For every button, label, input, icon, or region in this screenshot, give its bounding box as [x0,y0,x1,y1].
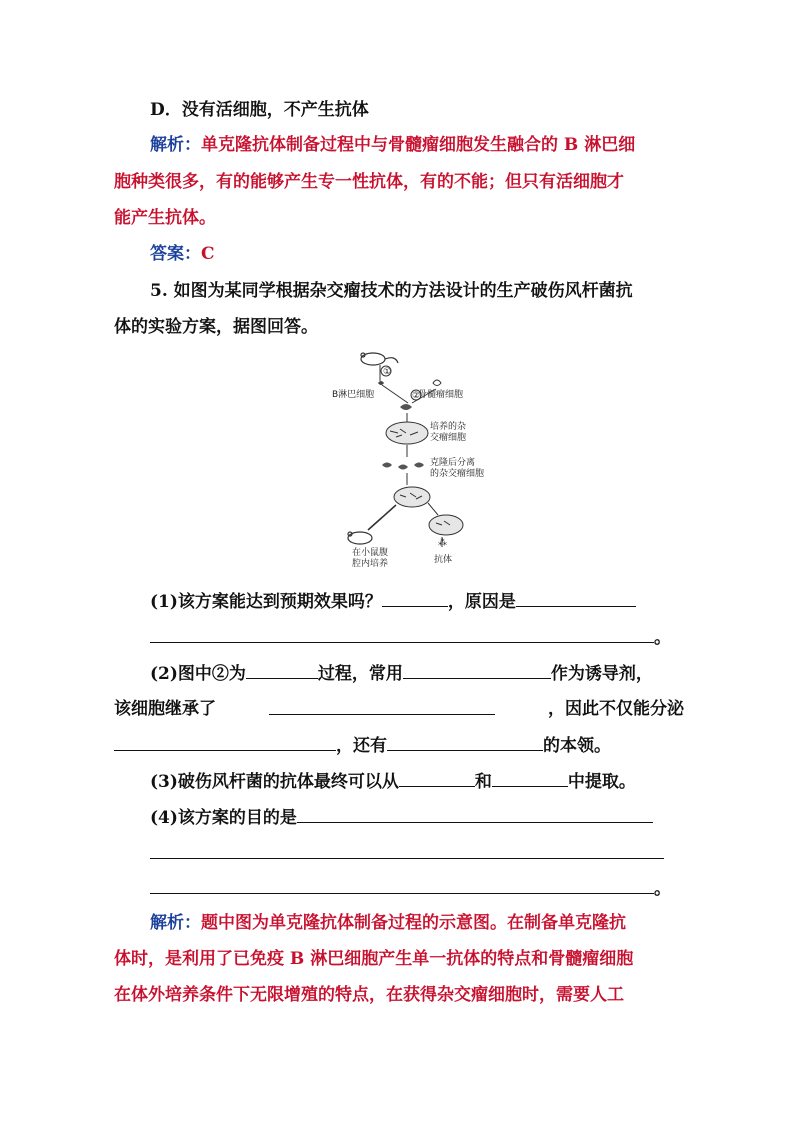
clone-label-2: 的杂交瘤细胞 [430,469,485,479]
sub1-text-a: (1)该方案能达到预期效果吗？ [150,592,382,612]
sub-question-4-line-3 [150,877,720,900]
answer-label: 答案： [150,244,201,264]
option-d: D．没有活细胞，不产生抗体 [150,100,369,120]
culture-dish-3 [429,515,463,535]
sub-question-3 [150,770,720,793]
sub-question-1-line-2 [150,626,720,649]
question-5-line-2: 体的实验方案，据图回答。 [114,317,318,337]
sub2-text-l3b: ，还有 [336,736,387,756]
sub-question-2-line-3 [114,734,684,757]
isolated-cells-icon [382,463,424,470]
b-cell-icon [378,381,384,385]
sub-question-4 [150,806,720,829]
fused-cell-icon [400,404,412,410]
analysis-2-label: 解析： [150,913,201,933]
analysis-2-line-2: 体时，是利用了已免疫 B 淋巴细胞产生单一抗体的特点和骨髓瘤细胞 [114,949,634,969]
question-5-line-1: 5. 如图为某同学根据杂交瘤技术的方法设计的生产破伤风杆菌抗 [150,281,633,301]
blank-10[interactable] [492,770,568,787]
culture-label-1: 培养的杂 [430,422,467,432]
analysis-line-3: 能产生抗体。 [114,208,216,228]
sub2-text-a: (2)图中②为 [150,664,246,684]
blank-13[interactable] [150,877,654,894]
antibody-icon: ⁂ [438,538,447,548]
blank-7[interactable] [114,734,336,751]
mouse-2-icon [348,532,372,544]
sub2-text-b: 过程，常用 [317,664,403,684]
hybridoma-diagram [330,345,530,575]
sub2-text-l3c: 的本领。 [543,736,611,756]
mouse-icon [361,353,398,365]
sub1-end: 。 [654,628,671,648]
blank-11[interactable] [297,806,653,823]
sub4-text-a: (4)该方案的目的是 [150,808,297,828]
sub3-text-c: 中提取。 [567,772,636,792]
analysis-label: 解析： [150,135,201,155]
sub1-text-b: ，原因是 [447,592,516,612]
culture-label-2: 交瘤细胞 [430,433,467,443]
blank-4[interactable] [246,662,318,679]
sub2-text-l2a: 该细胞继承了 [114,699,216,719]
sub-question-2-line-2 [114,698,684,720]
analysis-text: 单克隆抗体制备过程中与骨髓瘤细胞发生融合的 B 淋巴细 [201,135,636,155]
sub2-text-l2b: ，因此不仅能分泌 [548,699,684,719]
sub3-text-a: (3)破伤风杆菌的抗体最终可以从 [150,772,399,792]
antibody-label: 抗体 [434,555,453,565]
clone-label-1: 克隆后分离 [430,458,476,468]
analysis-2-text: 题中图为单克隆抗体制备过程的示意图。在制备单克隆抗 [201,913,626,933]
step-2-label: ② [412,391,421,401]
sub-question-2 [150,662,720,685]
analysis-2-line-3: 在体外培养条件下无限增殖的特点，在获得杂交瘤细胞时，需要人工 [114,985,624,1005]
sub3-text-b: 和 [474,772,492,792]
answer-line [150,243,720,265]
b-cell-label: B淋巴细胞 [332,390,375,400]
analysis-line-2: 胞种类很多，有的能够产生专一性抗体，有的不能；但只有活细胞才 [114,172,624,192]
myeloma-icon [433,380,441,386]
sub4-end: 。 [654,879,671,899]
syringe-icon [368,505,396,530]
mouse-label-2: 腔内培养 [352,559,389,569]
step-1-label: ① [383,367,392,377]
sub-question-4-line-2 [150,842,720,865]
sub2-text-c: 作为诱导剂， [550,664,653,684]
culture-dish-2 [394,487,430,507]
blank-9[interactable] [399,770,475,787]
analysis-2-line-1 [150,912,720,934]
blank-5[interactable] [403,662,551,679]
sub-question-1 [150,590,720,613]
blank-12[interactable] [150,842,664,859]
blank-1[interactable] [382,590,448,607]
culture-dish-1 [386,422,428,444]
answer-value: C [201,244,215,264]
blank-3[interactable] [150,626,654,643]
blank-2[interactable] [516,590,636,607]
blank-6[interactable] [269,698,495,715]
blank-8[interactable] [387,734,543,751]
mouse-label-1: 在小鼠腹 [352,548,389,558]
myeloma-label: 骨髓瘤细胞 [418,390,464,400]
analysis-line-1 [150,134,720,156]
